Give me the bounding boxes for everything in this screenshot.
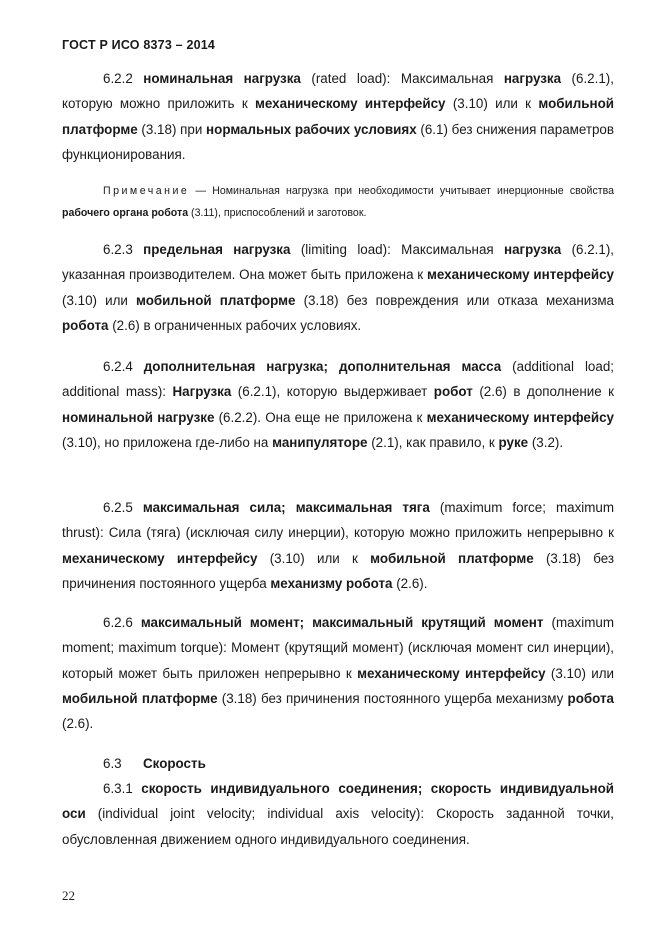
text-run: 6.2.3	[103, 242, 144, 257]
term-bold: нормальных рабочих условиях	[206, 121, 417, 137]
page-number: 22	[62, 888, 75, 903]
term-bold: номинальная нагрузка	[143, 71, 301, 86]
clause-6-2-2	[62, 66, 614, 167]
term-bold: руке	[498, 434, 529, 450]
term-bold: номинальной нагрузке	[62, 409, 215, 425]
text-run: (3.18) без повреждения или отказа механизма	[295, 292, 614, 308]
text-run: (6.2.1), указанная производителем. Она может быть приложена к	[62, 242, 614, 283]
term-bold: механическому интерфейсу	[62, 550, 258, 566]
term-bold: робота	[567, 690, 614, 706]
text-run: (3.10) или к	[257, 550, 371, 566]
text-run: (limiting load): Максимальная	[290, 242, 505, 257]
clause-6-2-5	[62, 495, 614, 596]
text-run: (individual joint velocity; individual axis velocity): Скорость заданной точки, обусловленная движением одного индивидуального соединения.	[62, 806, 614, 847]
term-bold: мобильной платформе	[370, 550, 534, 566]
text-run: — Номинальная нагрузка при необходимости учитывает инерционные свойства	[189, 185, 614, 197]
term-bold: механическому интерфейсу	[255, 96, 446, 112]
text-run: (rated load): Максимальная	[300, 71, 504, 86]
text-run: (3.10) или к	[445, 96, 539, 112]
note-rated-load	[62, 180, 614, 224]
text-run: (additional load; additional mass):	[62, 359, 614, 400]
term-bold: дополнительная нагрузка; дополнительная масса	[143, 359, 502, 374]
text-run: (6.2.1), которую выдерживает	[231, 384, 434, 400]
section-number: 6.3	[103, 756, 122, 771]
clause-6-2-4	[62, 354, 614, 455]
term-bold: робот	[433, 384, 473, 400]
text-run: (3.2).	[528, 434, 564, 450]
text-run: 6.2.5	[103, 500, 143, 515]
text-run: (2.6).	[392, 575, 428, 591]
term-bold: Нагрузка	[172, 384, 232, 400]
text-run: (2.6) в ограниченных рабочих условиях.	[108, 317, 362, 333]
text-run: (6.2.2). Она еще не приложена к	[214, 409, 427, 425]
text-run: (maximum force; maximum thrust): Сила (тяга) (исключая силу инерции), которую можно приложить непрерывно к	[62, 500, 614, 541]
text-run: (3.10), но приложена где-либо на	[62, 434, 273, 450]
term-bold: мобильной платформе	[62, 690, 218, 706]
term-bold: мобильной платформе	[62, 96, 614, 137]
text-run: (3.18) без причинения постоянного ущерба	[62, 550, 615, 591]
term-bold: нагрузка	[503, 71, 562, 86]
text-run: 6.2.4	[103, 359, 144, 374]
section-heading-6-3	[103, 751, 206, 776]
text-run: (3.11), приспособлений и заготовок.	[188, 207, 367, 219]
text-run: (6.1) без снижения параметров функционирования.	[62, 121, 614, 162]
text-run: (2.6) в дополнение к	[472, 384, 615, 400]
text-run: (3.18) при	[137, 121, 207, 137]
term-bold: максимальный момент; максимальный крутящий момент	[140, 615, 544, 630]
document-header: ГОСТ Р ИСО 8373 – 2014	[62, 38, 216, 52]
text-run: 6.2.6	[103, 615, 141, 630]
text-run: (2.1), как правило, к	[367, 434, 499, 450]
section-title: Скорость	[143, 756, 206, 771]
term-bold: нагрузка	[504, 242, 562, 257]
term-bold: механическому интерфейсу	[357, 665, 546, 681]
term-bold: робота	[62, 317, 109, 333]
clause-6-2-3	[62, 237, 614, 338]
term-bold: механическому интерфейсу	[426, 409, 614, 425]
text-run: 6.3.1	[103, 781, 142, 796]
text-run: (6.2.1), которую можно приложить к	[62, 71, 614, 112]
note-label: Примечание	[103, 185, 190, 197]
clause-6-2-6	[62, 610, 614, 736]
clause-6-3-1	[62, 776, 614, 852]
text-run: (3.10) или	[62, 292, 136, 308]
text-run: 6.2.2	[103, 71, 144, 86]
term-bold: манипуляторе	[272, 434, 368, 450]
term-bold: механизму робота	[270, 575, 393, 591]
term-bold: предельная нагрузка	[143, 242, 291, 257]
text-run: (3.18) без причинения постоянного ущерба механизму	[217, 690, 568, 706]
term-bold: механическому интерфейсу	[426, 267, 614, 283]
term-bold: скорость индивидуального соединения; скорость индивидуальной оси	[62, 781, 614, 822]
term-bold: рабочего органа робота	[62, 207, 189, 219]
text-run: (2.6).	[62, 716, 94, 732]
text-run: (maximum moment; maximum torque): Момент (крутящий момент) (исключая момент сил инерции), который может быть приложен непрерывно к	[62, 615, 614, 681]
text-run: (3.10) или	[545, 665, 614, 681]
term-bold: мобильной платформе	[136, 292, 296, 308]
term-bold: максимальная сила; максимальная тяга	[142, 500, 430, 515]
